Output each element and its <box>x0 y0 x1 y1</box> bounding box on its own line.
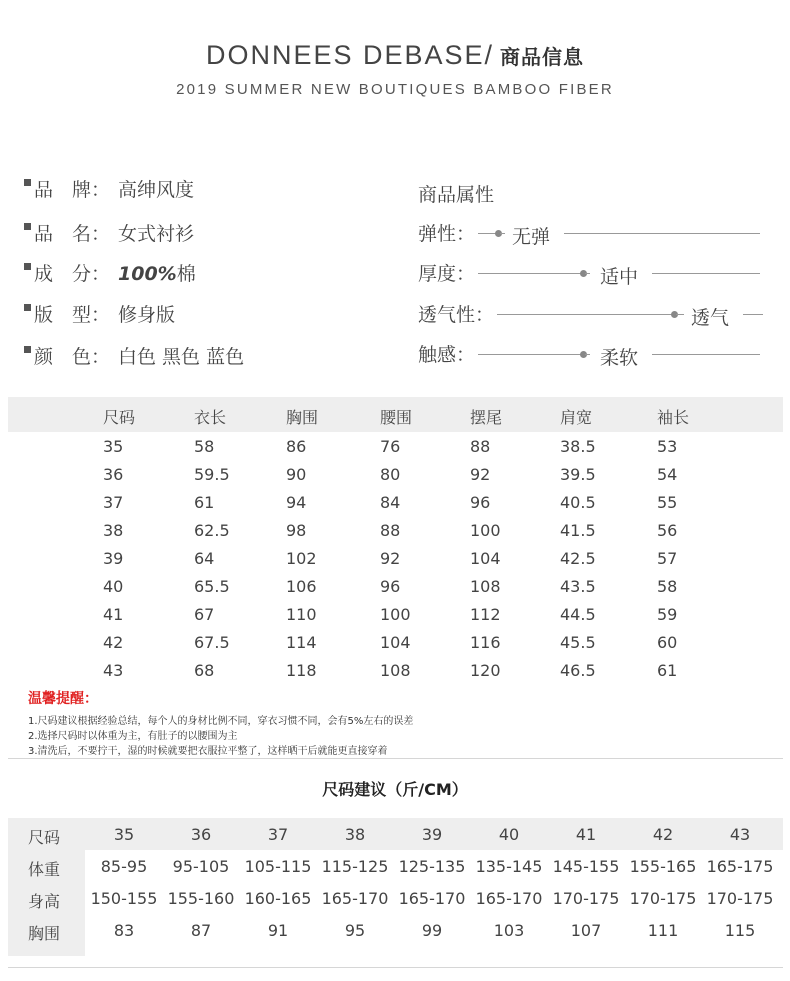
row-label: 身高 <box>28 892 61 911</box>
table-cell: 38 <box>344 825 366 844</box>
info-label: 品 牌： <box>34 179 111 201</box>
info-row-brand <box>24 175 194 205</box>
table-cell: 58 <box>194 437 215 456</box>
column-header: 腰围 <box>380 408 413 427</box>
table-cell: 80 <box>380 465 401 484</box>
info-label: 颜 色： <box>34 346 111 368</box>
attr-row-touch <box>418 338 763 368</box>
column-header: 肩宽 <box>560 408 593 427</box>
table-cell: 99 <box>421 921 443 940</box>
info-row-material <box>24 259 196 289</box>
scale-line <box>676 314 684 315</box>
table-cell: 39 <box>103 549 124 568</box>
column-header: 胸围 <box>286 408 319 427</box>
attr-row-thickness <box>418 257 763 287</box>
table-cell: 135-145 <box>475 857 543 876</box>
scale-line <box>585 354 590 355</box>
table-cell: 68 <box>194 661 215 680</box>
tips-title: 温馨提醒： <box>28 691 98 707</box>
table-row <box>8 633 783 657</box>
info-value: 高绅风度 <box>118 179 195 201</box>
table-cell: 114 <box>286 633 317 652</box>
table-cell: 62.5 <box>194 521 230 540</box>
table-cell: 104 <box>470 549 501 568</box>
table-cell: 41 <box>103 605 124 624</box>
table-cell: 53 <box>657 437 678 456</box>
table-cell: 96 <box>470 493 491 512</box>
table-cell: 108 <box>470 577 501 596</box>
table-cell: 40 <box>103 577 124 596</box>
table-cell: 61 <box>194 493 215 512</box>
tip-line: 2.选择尺码时以体重为主，有肚子的以腰围为主 <box>28 731 238 742</box>
table-cell: 145-155 <box>552 857 620 876</box>
info-row-name <box>24 219 194 249</box>
attributes-title: 商品属性 <box>418 184 495 206</box>
divider <box>8 758 783 759</box>
table-cell: 98 <box>286 521 307 540</box>
size-table-body <box>8 432 783 682</box>
material-name: 棉 <box>176 263 196 285</box>
table-row <box>8 661 783 685</box>
table-cell: 36 <box>190 825 212 844</box>
table-cell: 38 <box>103 521 124 540</box>
attr-row-elasticity <box>418 217 763 247</box>
title-en: DONNEES DEBASE/ <box>205 40 495 70</box>
attr-value: 柔软 <box>600 347 639 369</box>
table-row <box>8 605 783 629</box>
table-cell: 120 <box>470 661 501 680</box>
table-cell: 165-170 <box>475 889 543 908</box>
table-cell: 46.5 <box>560 661 596 680</box>
attr-label: 厚度： <box>418 263 476 285</box>
table-cell: 111 <box>647 921 679 940</box>
info-value: 白色 黑色 蓝色 <box>118 346 245 368</box>
table-cell: 40 <box>498 825 520 844</box>
scale-line <box>564 233 760 234</box>
table-cell: 39 <box>421 825 443 844</box>
bullet-icon <box>24 179 31 186</box>
table-cell: 106 <box>286 577 317 596</box>
header <box>0 40 790 98</box>
attr-label: 透气性： <box>418 304 495 326</box>
table-cell: 57 <box>657 549 678 568</box>
table-cell: 92 <box>380 549 401 568</box>
table-cell: 170-175 <box>552 889 620 908</box>
bullet-icon <box>24 223 31 230</box>
table-cell: 87 <box>190 921 212 940</box>
table-cell: 150-155 <box>90 889 158 908</box>
scale-line <box>497 314 674 315</box>
table-cell: 165-170 <box>398 889 466 908</box>
bullet-icon <box>24 346 31 353</box>
scale-line <box>478 273 583 274</box>
table-cell: 105-115 <box>244 857 312 876</box>
table-cell: 38.5 <box>560 437 596 456</box>
table-cell: 108 <box>380 661 411 680</box>
table-cell: 112 <box>470 605 501 624</box>
material-percent: 100% <box>118 263 177 285</box>
info-label: 品 名： <box>34 223 111 245</box>
table-cell: 55 <box>657 493 678 512</box>
bullet-icon <box>24 304 31 311</box>
table-cell: 88 <box>380 521 401 540</box>
attr-label: 弹性： <box>418 223 476 245</box>
table-cell: 65.5 <box>194 577 230 596</box>
table-cell: 90 <box>286 465 307 484</box>
table-cell: 56 <box>657 521 678 540</box>
scale-line <box>500 233 505 234</box>
table-cell: 155-165 <box>629 857 697 876</box>
table-cell: 160-165 <box>244 889 312 908</box>
table-cell: 59.5 <box>194 465 230 484</box>
table-cell: 60 <box>657 633 678 652</box>
table-cell: 45.5 <box>560 633 596 652</box>
table-row <box>8 493 783 517</box>
table-cell: 76 <box>380 437 401 456</box>
column-header: 袖长 <box>657 408 690 427</box>
table-cell: 42.5 <box>560 549 596 568</box>
title-cn: 商品信息 <box>500 47 585 69</box>
table-cell: 84 <box>380 493 401 512</box>
page-subtitle: 2019 SUMMER NEW BOUTIQUES BAMBOO FIBER <box>176 81 614 98</box>
table-cell: 67 <box>194 605 215 624</box>
scale-line <box>743 314 763 315</box>
table-row <box>8 465 783 489</box>
table-cell: 43.5 <box>560 577 596 596</box>
attr-row-breathability <box>418 298 763 328</box>
table-cell: 37 <box>267 825 289 844</box>
table-cell: 59 <box>657 605 678 624</box>
table-cell: 43 <box>729 825 751 844</box>
table-cell: 43 <box>103 661 124 680</box>
table-cell: 118 <box>286 661 317 680</box>
table-cell: 170-175 <box>706 889 774 908</box>
table-cell: 165-175 <box>706 857 774 876</box>
table-cell: 54 <box>657 465 678 484</box>
table-cell: 115-125 <box>321 857 389 876</box>
table-cell: 170-175 <box>629 889 697 908</box>
attr-value: 透气 <box>691 307 730 329</box>
tip-line: 1.尺码建议根据经验总结，每个人的身材比例不同，穿衣习惯不同，会有5%左右的误差 <box>28 716 414 727</box>
table-cell: 44.5 <box>560 605 596 624</box>
table-cell: 102 <box>286 549 317 568</box>
suggestion-table <box>8 818 783 956</box>
table-cell: 100 <box>470 521 501 540</box>
table-cell: 125-135 <box>398 857 466 876</box>
divider <box>8 967 783 968</box>
table-cell: 86 <box>286 437 307 456</box>
table-row <box>8 521 783 545</box>
table-cell: 96 <box>380 577 401 596</box>
table-cell: 95 <box>344 921 366 940</box>
row-label: 体重 <box>28 860 61 879</box>
tips-section <box>28 688 413 759</box>
table-cell: 116 <box>470 633 501 652</box>
table-cell: 110 <box>286 605 317 624</box>
table-cell: 64 <box>194 549 215 568</box>
info-row-color <box>24 342 244 372</box>
info-value: 修身版 <box>118 304 176 326</box>
attr-value: 无弹 <box>512 226 551 248</box>
table-cell: 85-95 <box>100 857 148 876</box>
table-cell: 104 <box>380 633 411 652</box>
page-title <box>0 40 790 71</box>
row-label: 胸围 <box>28 924 61 943</box>
table-cell: 40.5 <box>560 493 596 512</box>
table-cell: 36 <box>103 465 124 484</box>
column-header: 尺码 <box>103 408 136 427</box>
column-header: 衣长 <box>194 408 227 427</box>
table-cell: 91 <box>267 921 289 940</box>
info-row-fit <box>24 300 175 330</box>
scale-line <box>478 354 583 355</box>
info-label: 版 型： <box>34 304 111 326</box>
column-header: 摆尾 <box>470 408 503 427</box>
attr-value: 适中 <box>600 266 639 288</box>
table-cell: 88 <box>470 437 491 456</box>
table-cell: 42 <box>103 633 124 652</box>
table-cell: 100 <box>380 605 411 624</box>
table-cell: 58 <box>657 577 678 596</box>
row-label: 尺码 <box>28 828 61 847</box>
info-value <box>118 259 196 286</box>
scale-line <box>585 273 590 274</box>
size-table <box>8 397 783 682</box>
table-cell: 39.5 <box>560 465 596 484</box>
table-row <box>8 577 783 601</box>
table-cell: 107 <box>570 921 602 940</box>
attr-label: 触感： <box>418 344 476 366</box>
table-cell: 115 <box>724 921 756 940</box>
scale-line <box>652 273 760 274</box>
table-cell: 41 <box>575 825 597 844</box>
table-cell: 103 <box>493 921 525 940</box>
table-cell: 35 <box>103 437 124 456</box>
table-cell: 92 <box>470 465 491 484</box>
table-row <box>8 549 783 573</box>
table-cell: 83 <box>113 921 135 940</box>
table-cell: 61 <box>657 661 678 680</box>
table-cell: 37 <box>103 493 124 512</box>
table-cell: 35 <box>113 825 135 844</box>
scale-line <box>652 354 760 355</box>
info-value: 女式衬衫 <box>118 223 195 245</box>
table-cell: 67.5 <box>194 633 230 652</box>
size-table-header <box>8 397 783 432</box>
suggestion-title: 尺码建议（斤/CM） <box>322 780 468 799</box>
table-cell: 94 <box>286 493 307 512</box>
tip-line: 3.清洗后，不要拧干，湿的时候就要把衣服拉平整了，这样晒干后就能更直接穿着 <box>28 746 388 757</box>
bullet-icon <box>24 263 31 270</box>
table-cell: 42 <box>652 825 674 844</box>
table-cell: 41.5 <box>560 521 596 540</box>
table-cell: 155-160 <box>167 889 235 908</box>
table-cell: 165-170 <box>321 889 389 908</box>
info-label: 成 分： <box>34 263 111 285</box>
table-row <box>8 437 783 461</box>
table-cell: 95-105 <box>172 857 230 876</box>
